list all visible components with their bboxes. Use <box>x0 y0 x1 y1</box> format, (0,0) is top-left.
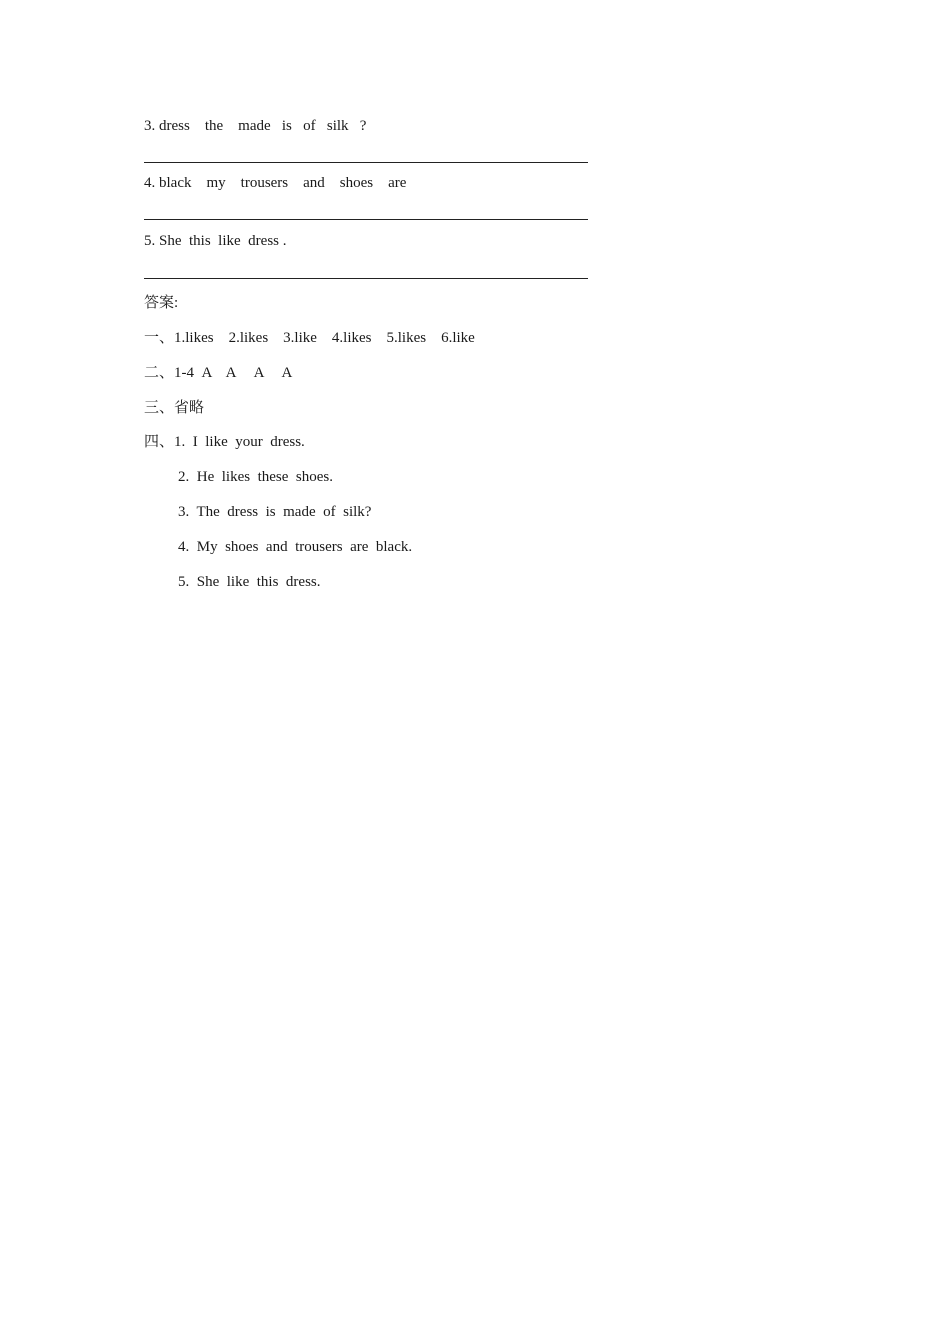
answers-part-4-line-4: 4. My shoes and trousers are black. <box>178 539 413 555</box>
answer-blank-5 <box>144 278 588 279</box>
answers-part-4-line-5: 5. She like this dress. <box>178 574 321 590</box>
answers-part-4-line-3: 3. The dress is made of silk? <box>178 504 372 520</box>
answer-blank-3 <box>144 162 588 163</box>
answers-part-4-line-1: 四、1. I like your dress. <box>144 434 305 450</box>
answers-part-1: 一、1.likes 2.likes 3.like 4.likes 5.likes 6.like <box>144 330 475 346</box>
answers-heading: 答案: <box>144 295 179 311</box>
answers-part-2: 二、1-4 A A A A <box>144 365 293 381</box>
question-4: 4. black my trousers and shoes are <box>144 175 407 191</box>
question-5: 5. She this like dress . <box>144 233 287 249</box>
question-3: 3. dress the made is of silk ? <box>144 118 367 134</box>
answer-blank-4 <box>144 219 588 220</box>
answers-part-3: 三、省略 <box>144 400 205 416</box>
answers-part-4-line-2: 2. He likes these shoes. <box>178 469 333 485</box>
